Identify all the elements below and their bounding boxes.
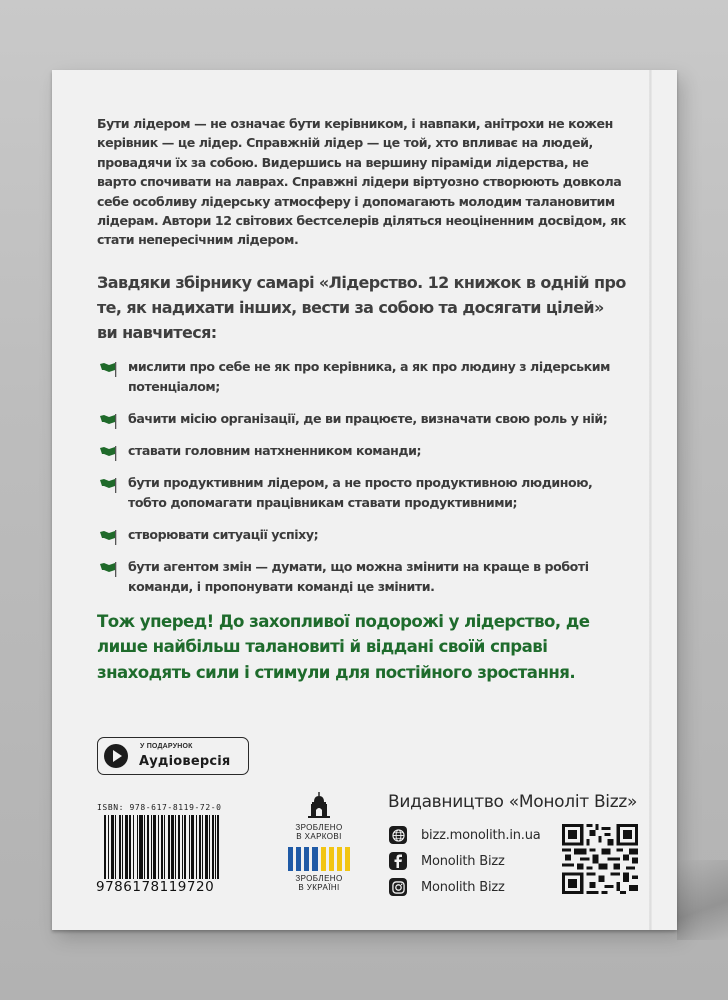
made-in-ukraine-line2: В УКРАЇНІ: [298, 883, 340, 892]
flag-icon: [100, 561, 120, 577]
book-back-cover: [52, 70, 677, 930]
flag-icon: [100, 413, 120, 429]
benefits-list: [97, 357, 627, 597]
kharkiv-building-icon: [308, 792, 330, 818]
qr-code[interactable]: [562, 824, 638, 894]
made-in-badges: [284, 792, 354, 892]
made-in-ukraine-line1: ЗРОБЛЕНО: [295, 874, 343, 883]
closing-slogan: Тож уперед! До захопливої подорожі у лідерство, де лише найбільш талановиті й віддані своїй справі знаходять сили і стимули для постійного зростання.: [97, 611, 590, 682]
book-shadow: [677, 860, 728, 940]
publisher-contacts: [389, 822, 541, 900]
flag-icon: [100, 529, 120, 545]
barcode: [104, 815, 240, 879]
list-item-text: мислити про себе не як про керівника, а як про людину з лідерським потенціалом;: [128, 358, 610, 394]
intro-paragraph: Бути лідером — не означає бути керівником, і навпаки, анітрохи не кожен керівник — це лідер. Справжній лідер — це той, хто впливає на людей, провадячи їх за собою. Видершись на вершину піраміди лідерства, не варто спочивати на лаврах. Справжні лідери віртуозно створюють довкола себе особливу лідерську атмосферу і допомагають молодим талановитим лідерам. Автори 12 світових бестселерів діляться неоціненним досвідом, як стати непересічним лідером.: [97, 116, 626, 248]
list-item-text: бачити місію організації, де ви працюєте, визначати свою роль у ній;: [128, 410, 608, 426]
isbn-label: ISBN: 978-617-8119-72-0: [97, 803, 222, 812]
list-item-text: бути продуктивним лідером, а не просто продуктивною людиною, тобто допомагати працівникам ставати продуктивними;: [128, 474, 593, 510]
list-item-text: ставати головним натхненником команди;: [128, 442, 422, 458]
facebook-icon: [389, 852, 407, 870]
ukraine-stripes-icon: [288, 847, 350, 871]
contact-text: Monolith Bizz: [421, 853, 505, 869]
flag-icon: [100, 445, 120, 461]
list-item: [97, 557, 627, 597]
list-item: [97, 525, 627, 545]
contact-website[interactable]: [389, 822, 541, 848]
contact-instagram[interactable]: [389, 874, 541, 900]
spine-fold: [649, 70, 652, 930]
list-item: [97, 409, 627, 429]
made-in-kharkiv-line1: ЗРОБЛЕНО: [295, 823, 343, 832]
play-icon: [104, 744, 128, 768]
flag-icon: [100, 477, 120, 493]
barcode-digits: 9786178119720: [96, 879, 215, 895]
flag-icon: [100, 361, 120, 377]
instagram-icon: [389, 878, 407, 896]
list-item: [97, 473, 627, 513]
made-in-kharkiv-line2: В ХАРКОВІ: [296, 832, 342, 841]
audio-version-badge: [97, 737, 249, 775]
cover-content: [97, 114, 627, 685]
list-item-text: бути агентом змін — думати, що можна змінити на краще в роботі команди, і пропонувати команді це змінити.: [128, 558, 589, 594]
audio-version-label: Аудіоверсія: [139, 754, 231, 769]
contact-text: Monolith Bizz: [421, 879, 505, 895]
publisher-name: Видавництво «Моноліт Bizz»: [388, 792, 638, 812]
audio-gift-label: У ПОДАРУНОК: [140, 743, 193, 750]
contact-text: bizz.monolith.in.ua: [421, 827, 541, 843]
list-item-text: створювати ситуації успіху;: [128, 526, 319, 542]
lead-paragraph: Завдяки збірнику самарі «Лідерство. 12 книжок в одній про те, як надихати інших, вести за собою та досягати цілей» ви навчитеся:: [97, 272, 626, 342]
list-item: [97, 441, 627, 461]
globe-icon: [389, 826, 407, 844]
contact-facebook[interactable]: [389, 848, 541, 874]
list-item: [97, 357, 627, 397]
